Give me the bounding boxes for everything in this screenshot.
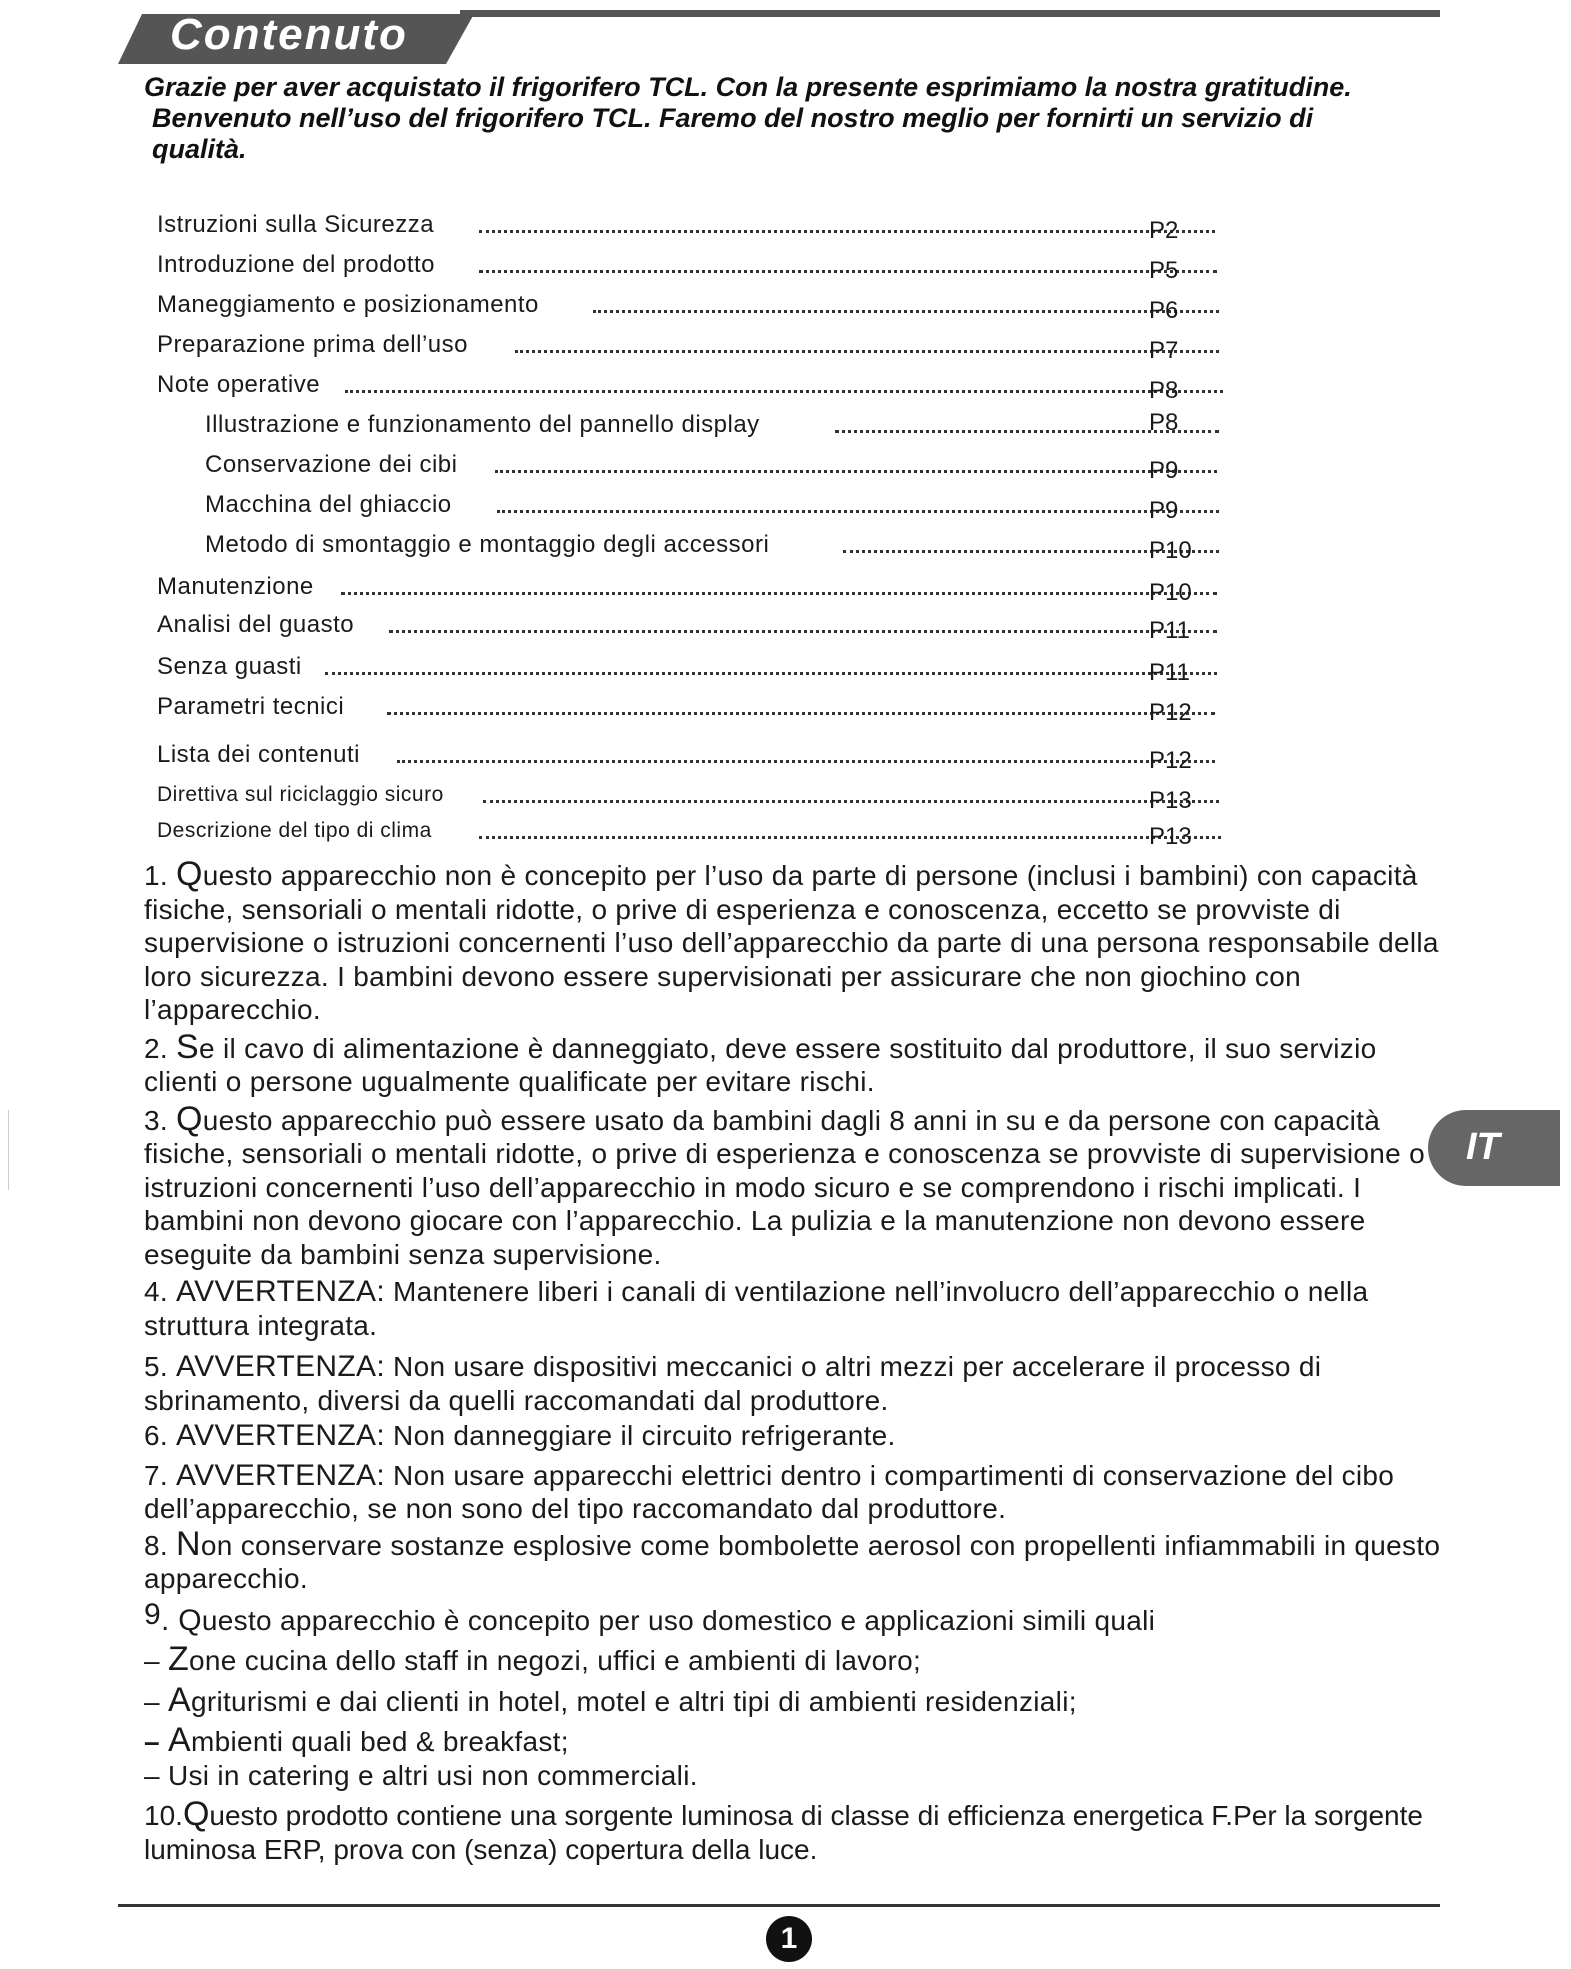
- toc-entry-title: Analisi del guasto: [157, 611, 355, 638]
- toc-entry-title: Conservazione dei cibi: [205, 451, 458, 478]
- toc-leader-dots: [325, 672, 1217, 675]
- toc-leader-dots: [495, 470, 1217, 473]
- safety-item-9: 9. Questo apparecchio è concepito per uso domestico e applicazioni simili quali: [144, 1597, 1156, 1637]
- toc-entry[interactable]: [157, 410, 1257, 440]
- intro-welcome: Benvenuto nell’uso del frigorifero TCL. Faremo del nostro meglio per fornirti un servizio di qualità.: [152, 103, 1314, 164]
- toc-entry-title: Illustrazione e funzionamento del pannello display: [205, 411, 760, 438]
- toc-entry-page: P8: [1149, 409, 1179, 436]
- toc-entry-page: P11: [1149, 617, 1190, 644]
- safety-item-7: 7. AVVERTENZA: Non usare apparecchi elettrici dentro i compartimenti di conservazione del cibo dell’apparecchio, se non sono del tipo raccomandato dal produttore.: [144, 1458, 1395, 1524]
- toc-entry-title: Metodo di smontaggio e montaggio degli accessori: [205, 531, 770, 558]
- safety-instructions: [144, 855, 1444, 1866]
- page-title: Contenuto: [170, 10, 408, 59]
- language-tab-label: IT: [1466, 1126, 1500, 1168]
- safety-item-5: 5. AVVERTENZA: Non usare dispositivi meccanici o altri mezzi per accelerare il processo di sbrinamento, diversi da quelli raccomandati dal produttore.: [144, 1350, 1322, 1416]
- toc-entry-page: P9: [1149, 497, 1179, 524]
- toc-leader-dots: [397, 760, 1215, 763]
- toc-entry[interactable]: [157, 740, 1257, 774]
- usage-bullet: – Ambienti quali bed & breakfast;: [144, 1721, 569, 1759]
- footer-rule: [118, 1904, 1440, 1907]
- toc-entry-title: Istruzioni sulla Sicurezza: [157, 211, 435, 238]
- toc-entry-title: Descrizione del tipo di clima: [157, 819, 432, 842]
- toc-leader-dots: [389, 630, 1217, 633]
- toc-entry[interactable]: [157, 780, 1257, 814]
- toc-leader-dots: [515, 350, 1219, 353]
- toc-entry-page: P6: [1149, 297, 1179, 324]
- toc-leader-dots: [479, 270, 1217, 273]
- toc-entry-title: Lista dei contenuti: [157, 741, 360, 768]
- toc-entry[interactable]: [157, 370, 1257, 404]
- safety-item-6: 6. AVVERTENZA: Non danneggiare il circuito refrigerante.: [144, 1419, 896, 1452]
- toc-entry[interactable]: [157, 610, 1257, 644]
- safety-item-2: 2. Se il cavo di alimentazione è danneggiato, deve essere sostituito dal produttore, il suo servizio clienti o persone ugualmente qualificate per evitare rischi.: [144, 1027, 1377, 1097]
- safety-item-8: 8. Non conservare sostanze esplosive come bombolette aerosol con propellenti infiammabili in questo apparecchio.: [144, 1524, 1441, 1594]
- toc-entry-page: P12: [1149, 699, 1192, 726]
- toc-entry[interactable]: [157, 290, 1257, 324]
- header-rule: [460, 10, 1440, 17]
- toc-entry[interactable]: [157, 250, 1257, 284]
- page-edge-mark: [8, 1110, 9, 1190]
- toc-entry[interactable]: [157, 652, 1257, 686]
- toc-entry-page: P12: [1149, 747, 1192, 774]
- language-tab[interactable]: [1428, 1110, 1560, 1186]
- safety-item-3: 3. Questo apparecchio può essere usato da bambini dagli 8 anni in su e da persone con capacità fisiche, sensoriali o mentali ridotte, o prive di esperienza e conoscenza se provviste di supervisione o istruzioni concernenti l’uso dell’apparecchio in modo sicuro e se comprendono i rischi implicati. I bambini non devono giocare con l’apparecchio. La pulizia e la manutenzione non devono essere eseguite da bambini senza supervisione.: [144, 1099, 1425, 1270]
- toc-entry-page: P8: [1149, 377, 1179, 404]
- intro-thanks: Grazie per aver acquistato il frigorifero TCL. Con la presente esprimiamo la nostra gratitudine.: [144, 72, 1352, 102]
- toc-entry[interactable]: [157, 530, 1257, 564]
- toc-entry-title: Introduzione del prodotto: [157, 251, 436, 278]
- toc-leader-dots: [479, 836, 1221, 839]
- toc-entry-page: P7: [1149, 337, 1179, 364]
- toc-leader-dots: [479, 230, 1215, 233]
- toc-entry-title: Preparazione prima dell’uso: [157, 331, 468, 358]
- toc-entry-title: Senza guasti: [157, 653, 302, 680]
- toc-entry[interactable]: [157, 692, 1257, 726]
- toc-leader-dots: [387, 712, 1215, 715]
- toc-leader-dots: [593, 310, 1219, 313]
- toc-entry-title: Parametri tecnici: [157, 693, 345, 720]
- toc-leader-dots: [341, 592, 1217, 595]
- toc-leader-dots: [497, 510, 1219, 513]
- toc-entry-title: Macchina del ghiaccio: [205, 491, 452, 518]
- toc-entry[interactable]: [157, 330, 1257, 364]
- safety-item-1: 1. Questo apparecchio non è concepito per l’uso da parte di persone (inclusi i bambini) con capacità fisiche, sensoriali o mentali ridotte, o prive di esperienza e conoscenza, eccetto se provviste di supervisione o istruzioni concernenti l’uso dell’apparecchio da parte di una persona responsabile della loro sicurezza. I bambini devono essere supervisionati per assicurare che non giochino con l’apparecchio.: [144, 855, 1439, 1025]
- toc-entry-page: P13: [1149, 823, 1192, 850]
- usage-bullet: – Usi in catering e altri usi non commerciali.: [144, 1759, 698, 1791]
- toc-entry-title: Direttiva sul riciclaggio sicuro: [157, 783, 444, 806]
- toc-entry-page: P10: [1149, 537, 1192, 564]
- toc-entry[interactable]: [157, 450, 1257, 484]
- usage-bullet: – Agriturismi e dai clienti in hotel, motel e altri tipi di ambienti residenziali;: [144, 1680, 1077, 1719]
- toc-entry-page: P9: [1149, 457, 1179, 484]
- toc-entry[interactable]: [157, 490, 1257, 524]
- safety-item-10: 10.Questo prodotto contiene una sorgente luminosa di classe di efficienza energetica F.Per la sorgente luminosa ERP, prova con (senza) copertura della luce.: [144, 1795, 1423, 1865]
- usage-bullet: – Zone cucina dello staff in negozi, uffici e ambienti di lavoro;: [144, 1640, 922, 1678]
- toc-entry[interactable]: [157, 572, 1257, 606]
- toc-entry-page: P5: [1149, 257, 1179, 284]
- safety-item-4: 4. AVVERTENZA: Mantenere liberi i canali di ventilazione nell’involucro dell’apparecchio o nella struttura integrata.: [144, 1275, 1369, 1341]
- toc-entry-page: P2: [1149, 217, 1179, 244]
- intro-text: [144, 72, 1414, 165]
- toc-leader-dots: [345, 390, 1223, 393]
- toc-entry-title: Maneggiamento e posizionamento: [157, 291, 539, 318]
- toc-leader-dots: [483, 800, 1219, 803]
- page-number-badge: 1: [766, 1916, 812, 1962]
- toc-entry-title: Note operative: [157, 371, 321, 398]
- toc-entry[interactable]: [157, 210, 1257, 244]
- toc-entry-page: P10: [1149, 579, 1192, 606]
- toc-entry[interactable]: [157, 816, 1257, 850]
- toc-entry-page: P13: [1149, 787, 1192, 814]
- toc-entry-page: P11: [1149, 659, 1190, 686]
- toc-entry-title: Manutenzione: [157, 573, 314, 600]
